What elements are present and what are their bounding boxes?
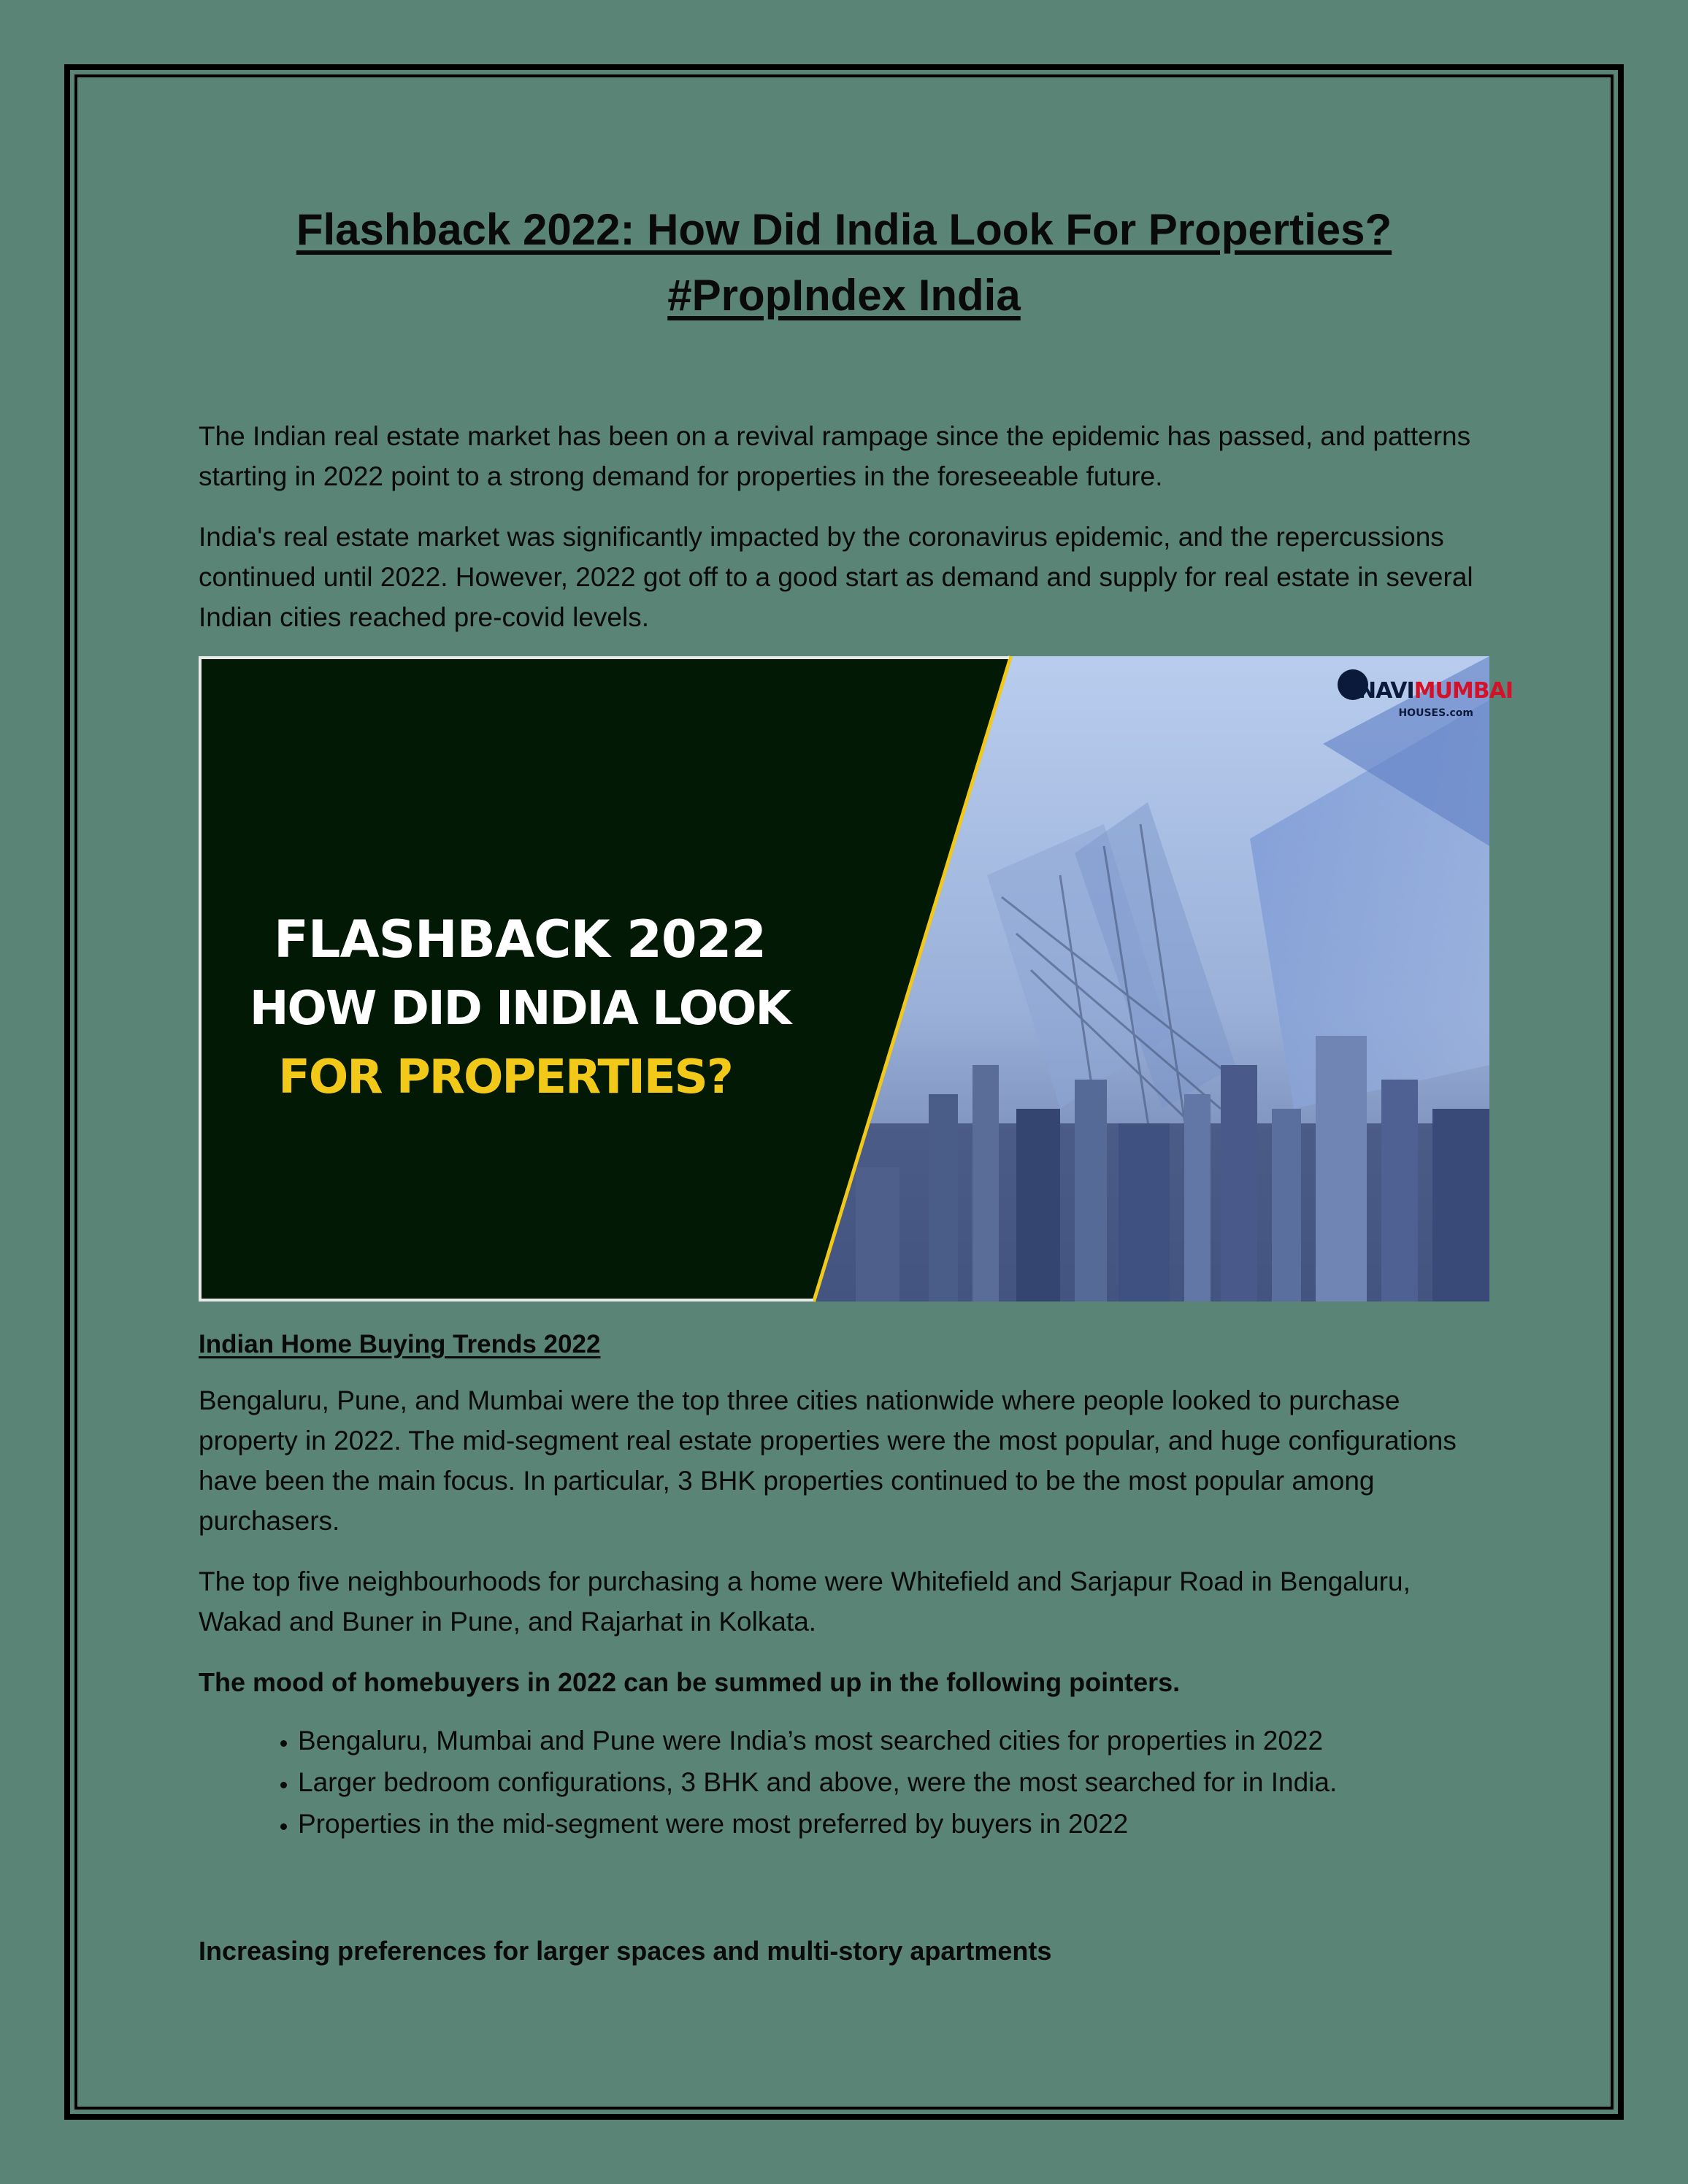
banner-line-2: HOW DID INDIA LOOK bbox=[249, 982, 791, 1036]
banner-image bbox=[199, 656, 1513, 1301]
document-body bbox=[199, 197, 1513, 1971]
logo-mumbai: MUMBAI bbox=[1413, 678, 1513, 704]
banner-line-3: FOR PROPERTIES? bbox=[278, 1050, 732, 1104]
section-heading-larger-spaces: Increasing preferences for larger spaces and multi-story apartments bbox=[199, 1936, 1052, 1966]
trends-paragraph-2: The top five neighbourhoods for purchasing a home were Whitefield and Sarjapur Road in Bengaluru, Wakad and Buner in Pune, and Rajarhat in Kolkata. bbox=[199, 1566, 1411, 1637]
logo-navi: NAVI bbox=[1358, 678, 1414, 704]
intro-paragraph-1: The Indian real estate market has been on a revival rampage since the epidemic has passed, and patterns starting in 2022 point to a strong demand for properties in the foreseeable future. bbox=[199, 421, 1471, 491]
trends-paragraph-1: Bengaluru, Pune, and Mumbai were the top three cities nationwide where people looked to purchase property in 2022. The mid-segment real estate properties were the most popular, and huge configurations have been the main focus. In particular, 3 BHK properties continued to be the most popular among purchasers. bbox=[199, 1385, 1457, 1536]
title-line-2: #PropIndex India bbox=[667, 271, 1021, 320]
section-heading-trends: Indian Home Buying Trends 2022 bbox=[199, 1330, 601, 1358]
intro-paragraph-2: India's real estate market was significantly impacted by the coronavirus epidemic, and the repercussions continued until 2022. However, 2022 got off to a good start as demand and supply for real estate in several Indian cities reached pre-covid levels. bbox=[199, 522, 1473, 632]
mood-summary-heading: The mood of homebuyers in 2022 can be summed up in the following pointers. bbox=[199, 1667, 1181, 1697]
logo-wordmark bbox=[1358, 678, 1513, 704]
banner-headline bbox=[199, 904, 841, 1112]
list-item: • Larger bedroom configurations, 3 BHK and above, were the most searched for in India. bbox=[298, 1761, 1489, 1803]
page-title bbox=[199, 197, 1489, 328]
banner-line-1: FLASHBACK 2022 bbox=[274, 910, 766, 969]
list-item: • Properties in the mid-segment were most preferred by buyers in 2022 bbox=[298, 1803, 1489, 1845]
logo-subtext: HOUSES.com bbox=[1398, 707, 1473, 719]
brand-logo bbox=[1338, 665, 1513, 720]
mood-bullet-list bbox=[199, 1720, 1489, 1845]
list-item: • Bengaluru, Mumbai and Pune were India’s most searched cities for properties in 2022 bbox=[298, 1720, 1489, 1761]
title-line-1: Flashback 2022: How Did India Look For Properties? bbox=[296, 205, 1392, 254]
